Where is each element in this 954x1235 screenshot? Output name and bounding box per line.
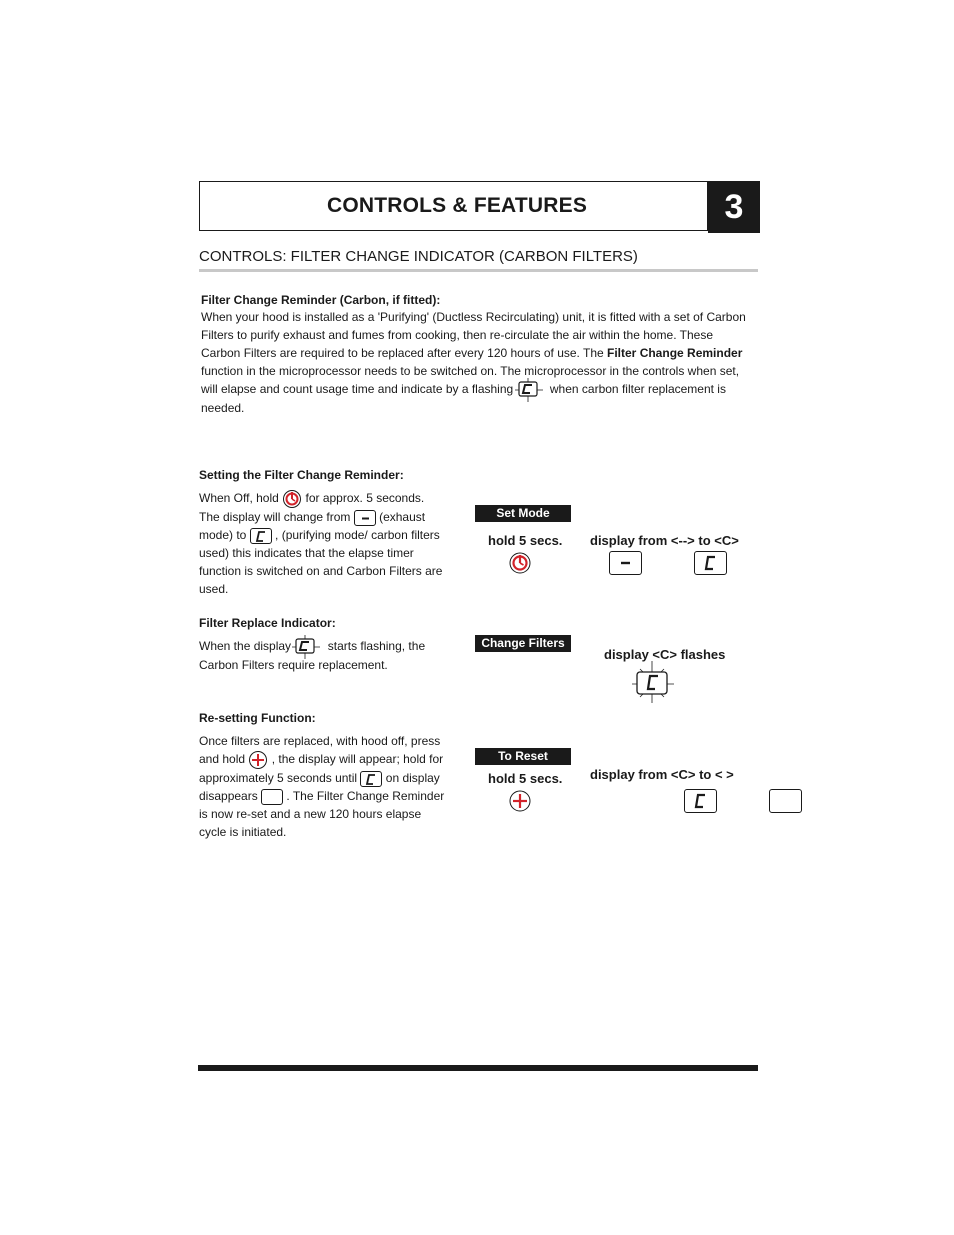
section-divider: [199, 269, 758, 272]
intro-paragraph: [201, 308, 749, 417]
lcd-blank-icon: [769, 789, 802, 813]
set-mode-display-text: display from <--> to <C>: [590, 533, 739, 548]
lcd-c-icon: [250, 528, 272, 544]
lcd-c-flashing-icon: [632, 661, 674, 703]
reset-heading: Re-setting Function:: [199, 711, 316, 725]
setting-paragraph: [199, 489, 444, 598]
lcd-c-icon: [360, 771, 382, 787]
intro-heading: Filter Change Reminder (Carbon, if fitted):: [201, 293, 441, 307]
reset-text-1: Once filters are replaced, with hood off, press and hold: [199, 734, 441, 766]
lcd-dash-icon: [609, 551, 642, 575]
lcd-c-icon: [694, 551, 727, 575]
set-mode-hold-text: hold 5 secs.: [488, 533, 563, 548]
reset-text-3: on display disappears: [199, 770, 440, 803]
reset-text-4: . The Filter Change Reminder is now re-set and a new 120 hours elapse cycle is initiated.: [199, 788, 445, 839]
lcd-c-flashing-icon: [517, 381, 547, 399]
setting-text-2: for approx. 5 seconds. The display will change from: [199, 491, 425, 524]
intro-text-3: when carbon filter replacement is needed.: [201, 382, 726, 415]
setting-text-3: (exhaust mode) to: [199, 509, 426, 542]
replace-paragraph: [199, 637, 444, 674]
lcd-blank-icon: [261, 789, 283, 805]
setting-text-1: When Off, hold: [199, 491, 283, 505]
chapter-number: 3: [708, 181, 760, 233]
to-reset-label: To Reset: [475, 748, 571, 765]
set-mode-label: Set Mode: [475, 505, 571, 522]
lcd-c-icon: [684, 789, 717, 813]
replace-text-2: starts flashing, the Carbon Filters require replacement.: [199, 639, 426, 672]
section-title: CONTROLS: FILTER CHANGE INDICATOR (CARBON FILTERS): [199, 248, 638, 265]
reset-text-2: , the display will appear; hold for approximately 5 seconds until: [199, 752, 444, 785]
lcd-c-flashing-icon: [294, 638, 324, 656]
setting-text-4: , (purifying mode/ carbon filters used) this indicates that the elapse timer function is switched on and Carbon Filters are used.: [199, 527, 443, 596]
to-reset-hold-text: hold 5 secs.: [488, 771, 563, 786]
replace-text-1: When the display: [199, 639, 295, 653]
replace-heading: Filter Replace Indicator:: [199, 616, 336, 630]
footer-rule: [198, 1065, 758, 1071]
to-reset-display-text: display from <C> to < >: [590, 767, 734, 782]
power-timer-icon: [282, 490, 302, 508]
setting-heading: Setting the Filter Change Reminder:: [199, 468, 404, 482]
change-filters-label: Change Filters: [475, 635, 571, 652]
power-timer-icon[interactable]: [509, 552, 531, 574]
plus-icon[interactable]: [509, 790, 531, 812]
plus-icon: [248, 751, 268, 769]
intro-bold-term: Filter Change Reminder: [607, 346, 743, 360]
lcd-dash-icon: [354, 510, 376, 526]
page-title: CONTROLS & FEATURES: [326, 194, 588, 217]
intro-text-1: When your hood is installed as a 'Purifying' (Ductless Recirculating) unit, it is fitted with a set of Carbon Filters to purify exhaust and fumes from cooking, then re-circulate the air within the home. These Carbon Filters are required to be replaced after every 120 hours of use. The: [201, 310, 746, 360]
intro-text-2: function in the microprocessor needs to be switched on. The microprocessor in the controls when set, will elapse and count usage time and indicate by a flashing: [201, 364, 740, 396]
reset-paragraph: [199, 732, 449, 841]
change-filters-display-text: display <C> flashes: [604, 647, 726, 662]
